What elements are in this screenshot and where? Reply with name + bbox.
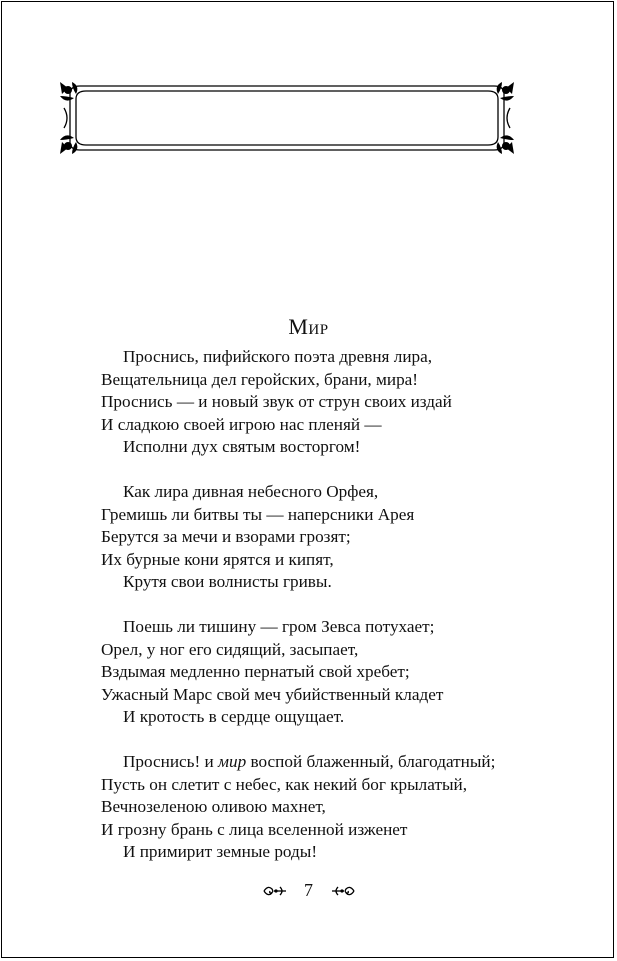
poem-line: Исполни дух святым восторгом! — [123, 437, 361, 456]
poem-line: И грозну брань с лица вселенной изженет — [101, 819, 408, 839]
corner-ornament-tr — [497, 82, 514, 101]
poem-line: Крутя свои волнисты гривы. — [123, 572, 332, 591]
line-fragment: Проснись! и — [123, 752, 219, 771]
ornament-frame — [58, 80, 516, 156]
poem-line: Орел, у ног его сидящий, засыпает, — [101, 639, 359, 659]
stanza — [101, 751, 561, 864]
fleuron-right-icon — [330, 883, 356, 899]
fleuron-left-icon — [262, 883, 288, 899]
corner-ornament-tl — [60, 82, 77, 101]
stanza — [101, 346, 561, 459]
poem-body — [101, 346, 561, 886]
page-footer — [0, 880, 617, 901]
poem-title — [0, 314, 617, 340]
poem-title-text: Мир — [288, 314, 329, 339]
corner-ornament-br — [497, 135, 514, 154]
poem-line: Гремишь ли битвы ты — наперсники Арея — [101, 504, 415, 524]
corner-ornament-bl — [60, 135, 77, 154]
poem-line: Вечнозеленою оливою махнет, — [101, 797, 326, 816]
poem-line: Как лира дивная небесного Орфея, — [123, 482, 379, 501]
poem-line: И примирит земные роды! — [123, 842, 318, 861]
poem-line: Их бурные кони ярятся и кипят, — [101, 549, 334, 569]
poem-line — [101, 751, 561, 774]
poem-line: Проснись — и новый звук от струн своих издай — [101, 392, 452, 411]
poem-line: Пусть он слетит с небес, как некий бог крылатый, — [101, 774, 467, 794]
stanza — [101, 616, 561, 729]
stanza — [101, 481, 561, 594]
poem-line: Поешь ли тишину — гром Зевса потухает; — [123, 617, 435, 636]
line-fragment: воспой блаженный, благодатный; — [246, 752, 496, 771]
emphasis-word: мир — [218, 752, 247, 771]
poem-line: Вздымая медленно пернатый свой хребет; — [101, 662, 410, 681]
poem-line: Ужасный Марс свой меч убийственный кладет — [101, 684, 444, 704]
poem-line: Берутся за мечи и взорами грозят; — [101, 527, 351, 546]
poem-line: И кротость в сердце ощущает. — [123, 707, 345, 726]
poem-line: И сладкою своей игрою нас пленяй — — [101, 414, 382, 434]
page-number: 7 — [304, 880, 313, 900]
poem-line: Проснись, пифийского поэта древня лира, — [123, 347, 433, 366]
poem-line: Вещательница дел геройских, брани, мира! — [101, 369, 419, 389]
